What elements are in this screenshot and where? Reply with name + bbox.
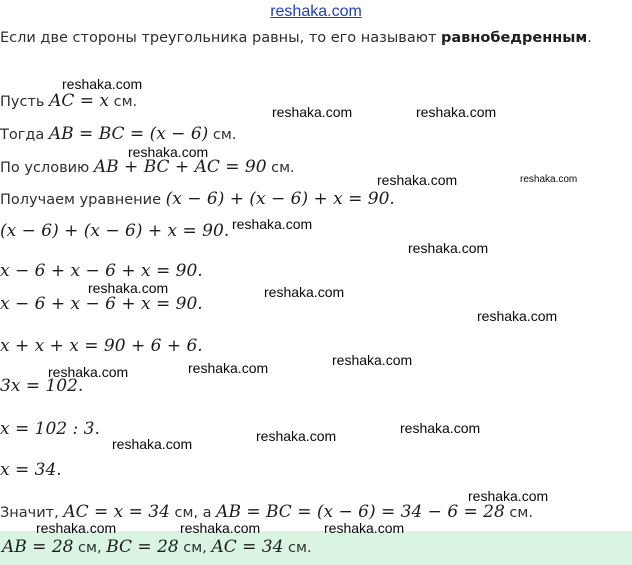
line-text: Пусть xyxy=(0,94,50,110)
line-condition xyxy=(0,157,295,177)
site-link[interactable]: reshaka.com xyxy=(270,3,362,20)
equation-step-7 xyxy=(0,460,62,480)
watermark: reshaka.com xyxy=(36,520,117,536)
line-math: (x − 6) + (x − 6) + x = 90. xyxy=(0,221,230,241)
line-text: Значит, xyxy=(0,505,64,521)
intro-bold: равнобедренным xyxy=(441,30,588,46)
line-text: см, а xyxy=(169,505,217,521)
watermark: reshaka.com xyxy=(477,308,558,324)
line-math: AB = BC = (x − 6) = 34 − 6 = 28 xyxy=(216,502,505,522)
answer-unit: см, xyxy=(178,540,212,556)
site-header xyxy=(0,1,632,21)
line-text: По условию xyxy=(0,160,94,176)
line-unit: см. xyxy=(266,160,295,176)
watermark: reshaka.com xyxy=(232,216,313,232)
watermark: reshaka.com xyxy=(272,104,353,120)
conclusion-line xyxy=(0,502,533,522)
watermark: reshaka.com xyxy=(400,420,481,436)
watermark: reshaka.com xyxy=(128,144,209,160)
watermark: reshaka.com xyxy=(48,364,129,380)
line-math: x − 6 + x − 6 + x = 90. xyxy=(0,261,203,281)
answer-line xyxy=(2,537,312,557)
watermark: reshaka.com xyxy=(62,76,143,92)
line-text: Тогда xyxy=(0,127,49,143)
watermark: reshaka.com xyxy=(188,360,269,376)
watermark: reshaka.com xyxy=(416,104,497,120)
watermark: reshaka.com xyxy=(256,428,337,444)
watermark: reshaka.com xyxy=(324,520,405,536)
answer-math: AB = 28 xyxy=(2,537,74,557)
line-math: AC = x = 34 xyxy=(63,502,170,522)
equation-step-2 xyxy=(0,261,203,281)
watermark: reshaka.com xyxy=(180,520,261,536)
line-math: x = 34. xyxy=(0,460,62,480)
watermark: reshaka.com xyxy=(408,240,489,256)
line-math: x + x + x = 90 + 6 + 6. xyxy=(0,336,203,356)
watermark: reshaka.com xyxy=(332,352,413,368)
line-unit: см. xyxy=(109,94,138,110)
line-math: (x − 6) + (x − 6) + x = 90. xyxy=(165,189,395,209)
watermark: reshaka.com xyxy=(264,284,345,300)
intro-end: . xyxy=(587,30,592,46)
equation-step-1 xyxy=(0,221,229,241)
intro-text: Если две стороны треугольника равны, то его называют xyxy=(0,30,441,46)
equation-step-4 xyxy=(0,336,203,356)
line-math: AB + BC + AC = 90 xyxy=(93,157,267,177)
line-then xyxy=(0,124,236,144)
line-math: x = 102 : 3. xyxy=(0,419,100,439)
line-math: x − 6 + x − 6 + x = 90. xyxy=(0,294,203,314)
watermark: reshaka.com xyxy=(88,280,169,296)
answer-math: AC = 34 xyxy=(211,537,284,557)
answer-unit: см. xyxy=(283,540,312,556)
line-let xyxy=(0,91,137,111)
equation-step-3 xyxy=(0,294,203,314)
answer-unit: см, xyxy=(73,540,107,556)
watermark: reshaka.com xyxy=(468,488,549,504)
equation-step-6 xyxy=(0,419,100,439)
watermark: reshaka.com xyxy=(112,436,193,452)
line-math: AB = BC = (x − 6) xyxy=(48,124,209,144)
answer-math: BC = 28 xyxy=(106,537,179,557)
line-math: AC = x xyxy=(49,91,109,111)
line-text: см. xyxy=(504,505,533,521)
watermark: reshaka.com xyxy=(520,174,578,185)
line-math: 3x = 102. xyxy=(0,376,84,396)
line-equation-intro xyxy=(0,189,395,209)
answer-box xyxy=(0,531,632,565)
intro-line xyxy=(0,30,592,46)
line-text: Получаем уравнение xyxy=(0,192,166,208)
watermark: reshaka.com xyxy=(377,172,458,188)
line-unit: см. xyxy=(208,127,237,143)
